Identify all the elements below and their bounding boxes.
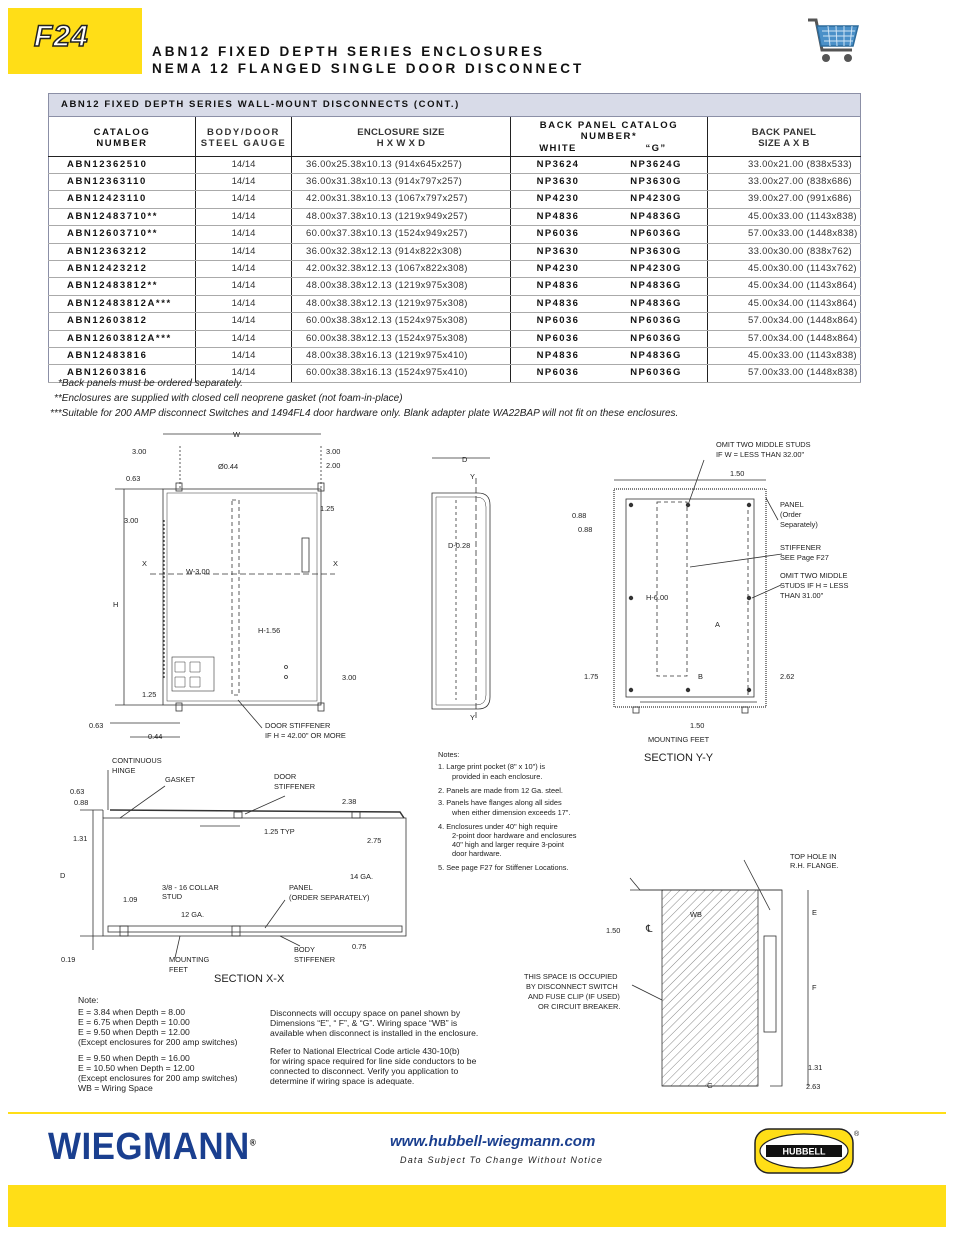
enclosure-size-cell: 42.00x31.38x10.13 (1067x797x257) [292,191,511,208]
steel-gauge-cell: 14/14 [196,295,292,312]
left-note-4: (Except enclosures for 200 amp switches) [78,1037,238,1047]
footnote-2: **Enclosures are supplied with closed cell neoprene gasket (not foam-in-place) [54,393,403,404]
dim-063: 0.63 [126,474,141,483]
gauge-12-label: 12 GA. [181,910,205,919]
dim-g: G [707,1081,713,1090]
hinge-label-1: CONTINUOUS [112,756,162,765]
dim-x-131: 1.31 [73,834,88,843]
enclosure-size-cell: 60.00x38.38x16.13 (1524x975x410) [292,365,511,382]
dim-088a: 0.88 [572,511,587,520]
section-xx-drawing [80,770,406,958]
catalog-number-cell: ABN12603812A*** [49,330,196,347]
panel-g-cell: NP3630G [605,173,708,190]
page-code: F24 [34,20,89,53]
panel-g-cell: NP6036G [605,330,708,347]
footnote-1: *Back panels must be ordered separately. [58,378,243,389]
panel-size-cell: 33.00x30.00 (838x762) [708,243,861,260]
panel-label-2: (Order [780,510,802,519]
website-link[interactable]: www.hubbell-wiegmann.com [390,1133,596,1150]
panel-size-cell: 57.00x34.00 (1448x864) [708,330,861,347]
left-note-1: E = 3.84 when Depth = 8.00 [78,1007,186,1017]
col-size: ENCLOSURE SIZE H X W X D [292,117,511,156]
panel-white-cell: NP4836 [511,347,606,364]
dim-150b: 1.50 [690,721,705,730]
mid-note-1b: Dimensions “E”, “ F”, & “G”. Wiring space “WB” is [270,1018,458,1028]
catalog-number-cell: ABN12423110 [49,191,196,208]
panel-size-cell: 45.00x33.00 (1143x838) [708,208,861,225]
dim-x-088: 0.88 [74,798,89,807]
mounting-feet-x-1: MOUNTING [169,955,210,964]
panel-white-cell: NP4230 [511,260,606,277]
steel-gauge-cell: 14/14 [196,313,292,330]
dim-w300: W-3.00 [186,567,210,576]
note-3b: when either dimension exceeds 17". [452,808,571,817]
disclaimer: Data Subject To Change Without Notice [400,1155,604,1165]
mounting-feet-x-2: FEET [169,965,188,974]
steel-gauge-cell: 14/14 [196,208,292,225]
footer-rule [8,1112,946,1114]
steel-gauge-cell: 14/14 [196,243,292,260]
occupied-label-4: OR CIRCUIT BREAKER. [538,1002,621,1011]
mid-note-2a: Refer to National Electrical Code article 430-10(b) [270,1046,460,1056]
collar-stud-label-2: STUD [162,892,183,901]
steel-gauge-cell: 14/14 [196,191,292,208]
mid-note-2c: connected to disconnect. Verify you application to [270,1066,459,1076]
steel-gauge-cell: 14/14 [196,156,292,173]
gauge-14-label: 14 GA. [350,872,374,881]
panel-g-cell: NP3630G [605,243,708,260]
steel-gauge-cell: 14/14 [196,260,292,277]
dim-063b: 0.63 [89,721,104,730]
collar-stud-label-1: 3/8 - 16 COLLAR [162,883,219,892]
dim-d-131: 1.31 [808,1063,823,1072]
mid-note-1c: available when disconnect is installed in the enclosure. [270,1028,479,1038]
panel-g-cell: NP6036G [605,226,708,243]
steel-gauge-cell: 14/14 [196,278,292,295]
dim-088b: 0.88 [578,525,593,534]
dim-e: E [812,908,817,917]
panel-size-cell: 45.00x34.00 (1143x864) [708,295,861,312]
catalog-number-cell: ABN12423212 [49,260,196,277]
enclosure-size-cell: 42.00x32.38x12.13 (1067x822x308) [292,260,511,277]
section-xx-title: SECTION X-X [214,973,285,985]
note-4b: 2-point door hardware and enclosures [452,831,577,840]
occupied-label-2: BY DISCONNECT SWITCH [526,982,618,991]
catalog-number-cell: ABN12483816 [49,347,196,364]
dim-b: B [698,672,703,681]
top-hole-label-2: R.H. FLANGE. [790,861,839,870]
hubbell-text: HUBBELL [782,1146,826,1157]
body-stiffener-label-1: BODY [294,945,315,954]
catalog-number-cell: ABN12603710** [49,226,196,243]
panel-size-cell: 45.00x30.00 (1143x762) [708,260,861,277]
enclosure-size-cell: 48.00x37.38x10.13 (1219x949x257) [292,208,511,225]
panel-size-cell: 33.00x27.00 (838x686) [708,173,861,190]
left-note-5: E = 9.50 when Depth = 16.00 [78,1053,190,1063]
enclosure-size-cell: 36.00x32.38x12.13 (914x822x308) [292,243,511,260]
catalog-number-cell: ABN12363212 [49,243,196,260]
hubbell-logo [754,1128,858,1174]
omit-studs-h-1: OMIT TWO MIDDLE [780,571,848,580]
panel-white-cell: NP4836 [511,295,606,312]
omit-studs-h-3: THAN 31.00" [780,591,824,600]
panel-white-cell: NP4836 [511,278,606,295]
dim-h156: H-1.56 [258,626,281,635]
stiffener-label-1: STIFFENER [780,543,822,552]
panel-white-cell: NP6036 [511,365,606,382]
header-line-2: NEMA 12 FLANGED SINGLE DOOR DISCONNECT [152,61,585,76]
top-hole-label-1: TOP HOLE IN [790,852,837,861]
omit-studs-w-2: IF W = LESS THAN 32.00" [716,450,805,459]
dim-d: D [462,455,468,464]
col-catalog: CATALOG NUMBER [49,117,196,156]
dim-125a: 1.25 [320,504,335,513]
panel-size-cell: 57.00x33.00 (1448x838) [708,226,861,243]
door-stiffener-label-2: IF H = 42.00" OR MORE [265,731,346,740]
mid-note-1a: Disconnects will occupy space on panel shown by [270,1008,461,1018]
door-stiffener-x-2: STIFFENER [274,782,316,791]
enclosure-size-cell: 60.00x38.38x12.13 (1524x975x308) [292,313,511,330]
dim-w: W [233,430,240,439]
panel-g-cell: NP6036G [605,313,708,330]
disconnect-detail-drawing [630,860,808,1086]
panel-white-cell: NP3630 [511,243,606,260]
catalog-number-cell: ABN12483812** [49,278,196,295]
table-title: ABN12 FIXED DEPTH SERIES WALL-MOUNT DISCONNECTS (CONT.) [48,93,861,117]
dim-044: Ø0.44 [218,462,239,471]
dim-175: 1.75 [584,672,599,681]
section-yy-title: SECTION Y-Y [644,752,714,764]
panel-white-cell: NP4230 [511,191,606,208]
label-x1: X [142,559,147,568]
catalog-number-cell: ABN12362510 [49,156,196,173]
left-note-8: WB = Wiring Space [78,1083,153,1093]
side-view-drawing [432,458,490,718]
panel-g-cell: NP4836G [605,278,708,295]
gasket-label: GASKET [165,775,195,784]
catalog-number-cell: ABN12603812 [49,313,196,330]
note-5: 5. See page F27 for Stiffener Locations. [438,863,569,872]
note-4c: 40" high and larger require 3-point [452,840,564,849]
panel-g-cell: NP6036G [605,365,708,382]
panel-label-3: Separately) [780,520,818,529]
dim-x-063: 0.63 [70,787,85,796]
door-stiffener-x-1: DOOR [274,772,297,781]
panel-size-cell: 45.00x33.00 (1143x838) [708,347,861,364]
hubbell-reg: ® [854,1131,860,1138]
hinge-label-2: HINGE [112,766,136,775]
header-line-1: ABN12 FIXED DEPTH SERIES ENCLOSURES [152,44,546,59]
mid-note-2d: determine if wiring space is adequate. [270,1076,415,1086]
dim-x-d: D [60,871,66,880]
enclosure-size-cell: 36.00x25.38x10.13 (914x645x257) [292,156,511,173]
dim-x-075: 0.75 [352,942,367,951]
dim-262: 2.62 [780,672,795,681]
steel-gauge-cell: 14/14 [196,226,292,243]
mounting-feet-label: MOUNTING FEET [648,735,710,744]
body-stiffener-label-2: STIFFENER [294,955,336,964]
note-4a: 4. Enclosures under 40" high require [438,822,558,831]
omit-studs-w-1: OMIT TWO MIDDLE STUDS [716,440,811,449]
panel-size-cell: 45.00x34.00 (1143x864) [708,278,861,295]
dim-h600: H-6.00 [646,593,669,602]
note-2: 2. Panels are made from 12 Ga. steel. [438,786,563,795]
panel-size-cell: 39.00x27.00 (991x686) [708,191,861,208]
col-back-panel: BACK PANEL CATALOG NUMBER* [511,117,708,142]
dim-150a: 1.50 [730,469,745,478]
panel-x-label-1: PANEL [289,883,313,892]
enclosure-size-cell: 48.00x38.38x16.13 (1219x975x410) [292,347,511,364]
dim-x-109: 1.09 [123,895,138,904]
dim-x-019: 0.19 [61,955,76,964]
label-y2: Y [470,713,475,722]
dim-044b: 0.44 [148,732,163,741]
enclosure-size-cell: 60.00x38.38x12.13 (1524x975x308) [292,330,511,347]
enclosure-size-cell: 48.00x38.38x12.13 (1219x975x308) [292,295,511,312]
dim-300d: 3.00 [342,673,357,682]
left-note-title: Note: [78,995,99,1005]
catalog-number-cell: ABN12483710** [49,208,196,225]
panel-label-1: PANEL [780,500,804,509]
panel-size-cell: 57.00x34.00 (1448x864) [708,313,861,330]
dim-a: A [715,620,720,629]
panel-g-cell: NP4836G [605,295,708,312]
stiffener-label-2: SEE Page F27 [780,553,829,562]
door-stiffener-label-1: DOOR STIFFENER [265,721,331,730]
dim-300b: 3.00 [326,447,341,456]
occupied-label-1: THIS SPACE IS OCCUPIED [524,972,618,981]
wiegmann-logo: WIEGMANN® [48,1126,257,1168]
enclosure-size-cell: 60.00x37.38x10.13 (1524x949x257) [292,226,511,243]
col-gauge: BODY/DOOR STEEL GAUGE [196,117,292,156]
note-3a: 3. Panels have flanges along all sides [438,798,562,807]
panel-g-cell: NP4836G [605,347,708,364]
omit-studs-h-2: STUDS IF H = LESS [780,581,849,590]
panel-white-cell: NP3624 [511,156,606,173]
dim-200: 2.00 [326,461,341,470]
panel-size-cell: 57.00x33.00 (1448x838) [708,365,861,382]
label-y1: Y [470,472,475,481]
enclosure-size-cell: 48.00x38.38x12.13 (1219x975x308) [292,278,511,295]
panel-g-cell: NP4230G [605,260,708,277]
left-note-2: E = 6.75 when Depth = 10.00 [78,1017,190,1027]
dim-d028: D-0.28 [448,541,471,550]
col-panel-size: BACK PANEL SIZE A X B [708,117,861,156]
panel-g-cell: NP3624G [605,156,708,173]
label-x2: X [333,559,338,568]
note-1a: 1. Large print pocket (8" x 10") is [438,762,546,771]
centerline-label: ℄ [646,924,653,935]
panel-size-cell: 33.00x21.00 (838x533) [708,156,861,173]
dim-x-238: 2.38 [342,797,357,806]
mid-note-2b: for wiring space required for line side conductors to be [270,1056,477,1066]
panel-white-cell: NP6036 [511,226,606,243]
steel-gauge-cell: 14/14 [196,347,292,364]
footer-bar [8,1185,946,1227]
dim-f: F [812,983,817,992]
note-4d: door hardware. [452,849,502,858]
note-1b: provided in each enclosure. [452,772,543,781]
wb-label: WB [690,910,702,919]
catalog-number-cell: ABN12363110 [49,173,196,190]
steel-gauge-cell: 14/14 [196,173,292,190]
dim-300c: 3.00 [124,516,139,525]
dim-h: H [113,600,119,609]
catalog-number-cell: ABN12603816 [49,365,196,382]
enclosure-size-cell: 36.00x31.38x10.13 (914x797x257) [292,173,511,190]
panel-g-cell: NP4230G [605,191,708,208]
col-white: WHITE [511,142,606,156]
panel-white-cell: NP4836 [511,208,606,225]
panel-white-cell: NP3630 [511,173,606,190]
panel-white-cell: NP6036 [511,313,606,330]
col-g: “G” [605,142,708,156]
dim-x-125: 1.25 TYP [264,827,295,836]
dim-125b: 1.25 [142,690,157,699]
catalog-number-cell: ABN12483812A*** [49,295,196,312]
dim-d-150: 1.50 [606,926,621,935]
dim-x-275: 2.75 [367,836,382,845]
footnote-3: ***Suitable for 200 AMP disconnect Switches and 1494FL4 door hardware only. Blank adapter plate WA22BAP will not fit on these enclosures. [50,408,679,419]
steel-gauge-cell: 14/14 [196,330,292,347]
left-note-7: (Except enclosures for 200 amp switches) [78,1073,238,1083]
occupied-label-3: AND FUSE CLIP (IF USED) [528,992,620,1001]
dim-300a: 3.00 [132,447,147,456]
left-note-6: E = 10.50 when Depth = 12.00 [78,1063,195,1073]
dim-d-263: 2.63 [806,1082,821,1091]
steel-gauge-cell: 14/14 [196,365,292,382]
panel-x-label-2: (ORDER SEPARATELY) [289,893,370,902]
panel-g-cell: NP4836G [605,208,708,225]
panel-white-cell: NP6036 [511,330,606,347]
left-note-3: E = 9.50 when Depth = 12.00 [78,1027,190,1037]
notes-title: Notes: [438,750,460,759]
